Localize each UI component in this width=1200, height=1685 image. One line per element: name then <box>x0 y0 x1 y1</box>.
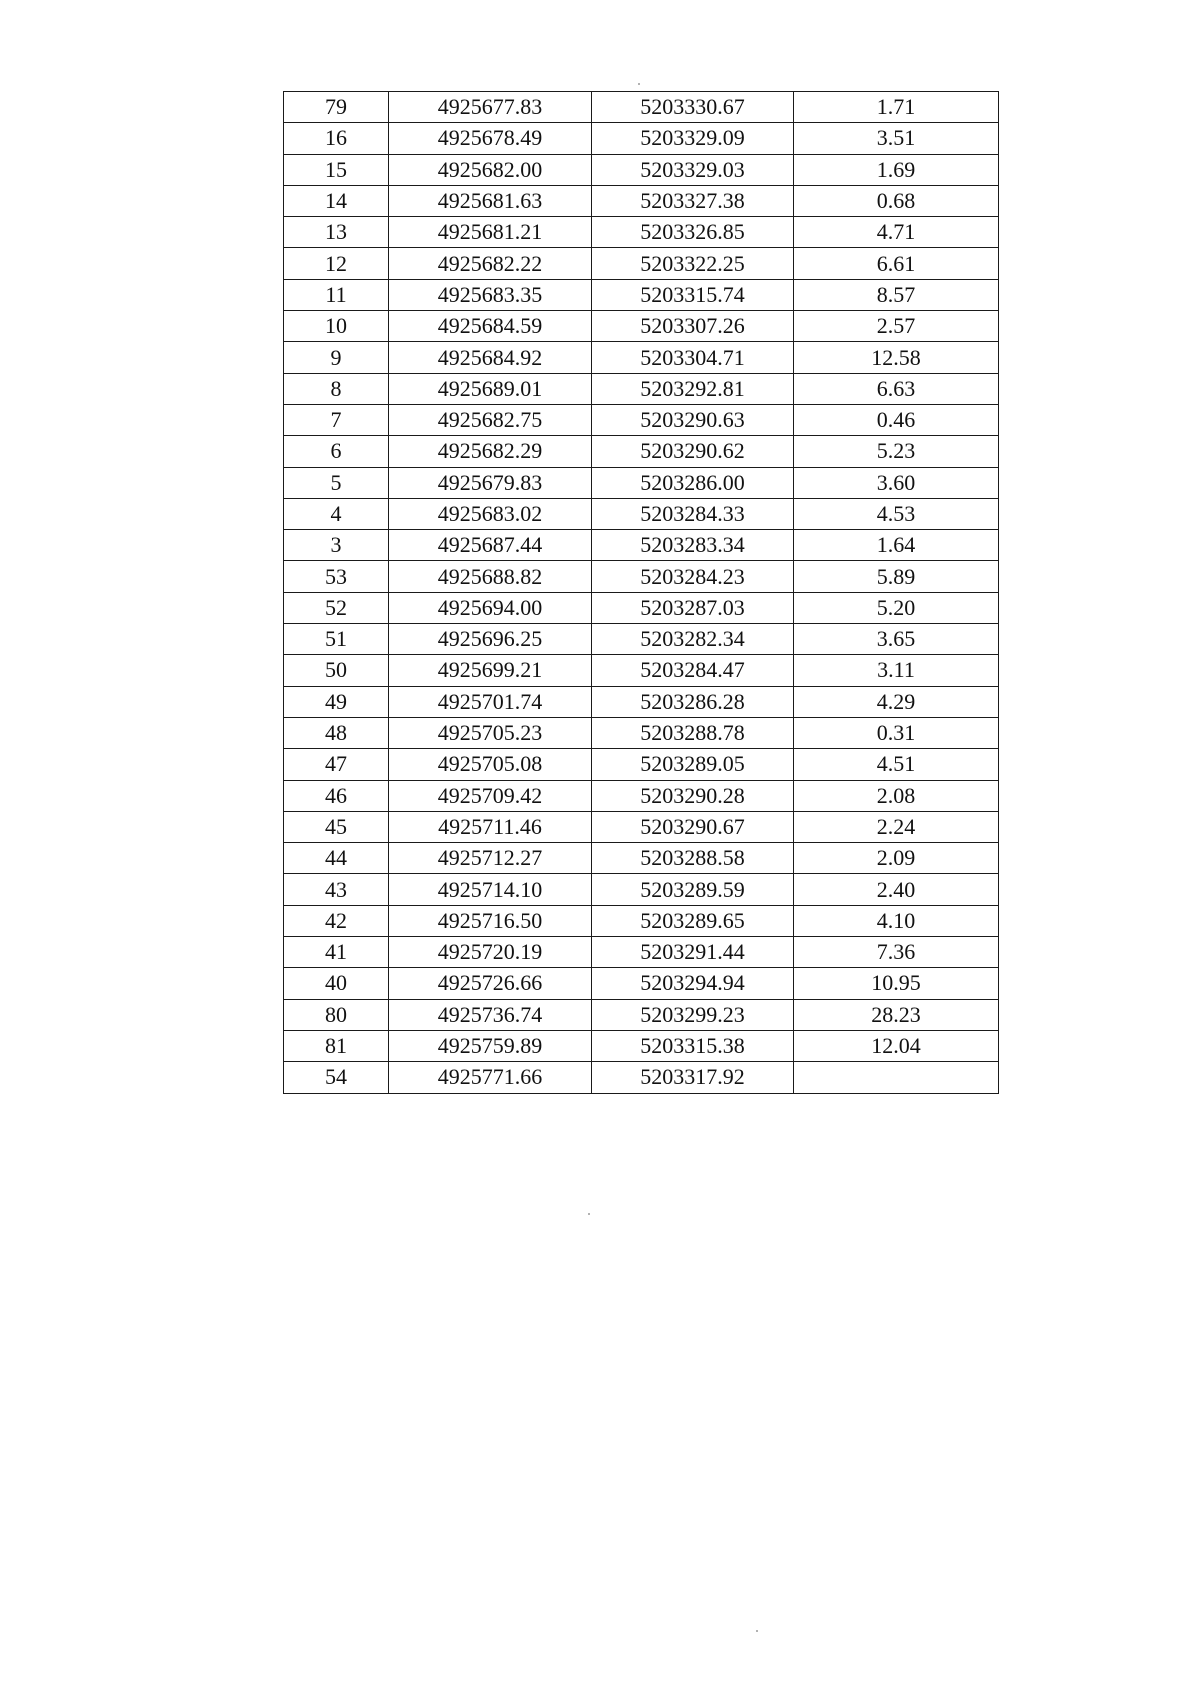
y-coordinate-cell: 5203289.05 <box>592 749 794 780</box>
point-number-cell: 40 <box>284 968 389 999</box>
distance-cell: 2.09 <box>794 843 999 874</box>
x-coordinate-cell: 4925683.35 <box>389 279 592 310</box>
x-coordinate-cell: 4925705.08 <box>389 749 592 780</box>
distance-cell <box>794 1062 999 1093</box>
table-row <box>284 811 999 842</box>
x-coordinate-cell: 4925736.74 <box>389 999 592 1030</box>
point-number-cell: 5 <box>284 467 389 498</box>
x-coordinate-cell: 4925681.21 <box>389 217 592 248</box>
point-number-cell: 46 <box>284 780 389 811</box>
point-number-cell: 50 <box>284 655 389 686</box>
table-row <box>284 154 999 185</box>
point-number-cell: 41 <box>284 937 389 968</box>
y-coordinate-cell: 5203326.85 <box>592 217 794 248</box>
y-coordinate-cell: 5203291.44 <box>592 937 794 968</box>
y-coordinate-cell: 5203288.78 <box>592 717 794 748</box>
y-coordinate-cell: 5203329.09 <box>592 123 794 154</box>
distance-cell: 4.29 <box>794 686 999 717</box>
x-coordinate-cell: 4925709.42 <box>389 780 592 811</box>
table-row <box>284 937 999 968</box>
x-coordinate-cell: 4925682.00 <box>389 154 592 185</box>
y-coordinate-cell: 5203330.67 <box>592 92 794 123</box>
distance-cell: 4.71 <box>794 217 999 248</box>
x-coordinate-cell: 4925711.46 <box>389 811 592 842</box>
distance-cell: 2.08 <box>794 780 999 811</box>
y-coordinate-cell: 5203286.28 <box>592 686 794 717</box>
table-row <box>284 92 999 123</box>
distance-cell: 0.68 <box>794 185 999 216</box>
distance-cell: 0.31 <box>794 717 999 748</box>
distance-cell: 2.40 <box>794 874 999 905</box>
distance-cell: 3.11 <box>794 655 999 686</box>
point-number-cell: 8 <box>284 373 389 404</box>
distance-cell: 5.20 <box>794 592 999 623</box>
y-coordinate-cell: 5203290.67 <box>592 811 794 842</box>
point-number-cell: 44 <box>284 843 389 874</box>
point-number-cell: 43 <box>284 874 389 905</box>
scan-speck <box>638 83 640 85</box>
point-number-cell: 51 <box>284 624 389 655</box>
y-coordinate-cell: 5203317.92 <box>592 1062 794 1093</box>
y-coordinate-cell: 5203284.33 <box>592 498 794 529</box>
x-coordinate-cell: 4925687.44 <box>389 530 592 561</box>
x-coordinate-cell: 4925705.23 <box>389 717 592 748</box>
point-number-cell: 45 <box>284 811 389 842</box>
table-row <box>284 843 999 874</box>
point-number-cell: 10 <box>284 311 389 342</box>
y-coordinate-cell: 5203284.47 <box>592 655 794 686</box>
point-number-cell: 52 <box>284 592 389 623</box>
distance-cell: 4.53 <box>794 498 999 529</box>
distance-cell: 5.23 <box>794 436 999 467</box>
x-coordinate-cell: 4925701.74 <box>389 686 592 717</box>
y-coordinate-cell: 5203304.71 <box>592 342 794 373</box>
coordinates-table <box>283 91 999 1094</box>
y-coordinate-cell: 5203283.34 <box>592 530 794 561</box>
distance-cell: 3.65 <box>794 624 999 655</box>
x-coordinate-cell: 4925679.83 <box>389 467 592 498</box>
point-number-cell: 53 <box>284 561 389 592</box>
scan-speck <box>756 1630 758 1632</box>
x-coordinate-cell: 4925699.21 <box>389 655 592 686</box>
point-number-cell: 79 <box>284 92 389 123</box>
x-coordinate-cell: 4925720.19 <box>389 937 592 968</box>
distance-cell: 1.71 <box>794 92 999 123</box>
coordinates-table-body <box>284 92 999 1094</box>
table-row <box>284 1062 999 1093</box>
distance-cell: 6.63 <box>794 373 999 404</box>
distance-cell: 7.36 <box>794 937 999 968</box>
x-coordinate-cell: 4925688.82 <box>389 561 592 592</box>
table-row <box>284 467 999 498</box>
y-coordinate-cell: 5203315.38 <box>592 1030 794 1061</box>
point-number-cell: 14 <box>284 185 389 216</box>
point-number-cell: 11 <box>284 279 389 310</box>
point-number-cell: 80 <box>284 999 389 1030</box>
table-row <box>284 530 999 561</box>
point-number-cell: 42 <box>284 905 389 936</box>
y-coordinate-cell: 5203292.81 <box>592 373 794 404</box>
x-coordinate-cell: 4925677.83 <box>389 92 592 123</box>
table-row <box>284 561 999 592</box>
table-row <box>284 717 999 748</box>
y-coordinate-cell: 5203322.25 <box>592 248 794 279</box>
x-coordinate-cell: 4925689.01 <box>389 373 592 404</box>
table-row <box>284 749 999 780</box>
table-row <box>284 311 999 342</box>
table-row <box>284 624 999 655</box>
x-coordinate-cell: 4925714.10 <box>389 874 592 905</box>
table-row <box>284 373 999 404</box>
y-coordinate-cell: 5203282.34 <box>592 624 794 655</box>
x-coordinate-cell: 4925684.59 <box>389 311 592 342</box>
table-row <box>284 185 999 216</box>
table-row <box>284 968 999 999</box>
distance-cell: 8.57 <box>794 279 999 310</box>
table-row <box>284 780 999 811</box>
x-coordinate-cell: 4925771.66 <box>389 1062 592 1093</box>
table-row <box>284 217 999 248</box>
x-coordinate-cell: 4925694.00 <box>389 592 592 623</box>
distance-cell: 5.89 <box>794 561 999 592</box>
x-coordinate-cell: 4925682.75 <box>389 404 592 435</box>
distance-cell: 2.24 <box>794 811 999 842</box>
distance-cell: 3.60 <box>794 467 999 498</box>
distance-cell: 6.61 <box>794 248 999 279</box>
table-row <box>284 592 999 623</box>
table-row <box>284 279 999 310</box>
table-row <box>284 686 999 717</box>
point-number-cell: 7 <box>284 404 389 435</box>
x-coordinate-cell: 4925696.25 <box>389 624 592 655</box>
y-coordinate-cell: 5203288.58 <box>592 843 794 874</box>
point-number-cell: 81 <box>284 1030 389 1061</box>
point-number-cell: 47 <box>284 749 389 780</box>
y-coordinate-cell: 5203286.00 <box>592 467 794 498</box>
point-number-cell: 12 <box>284 248 389 279</box>
point-number-cell: 9 <box>284 342 389 373</box>
y-coordinate-cell: 5203315.74 <box>592 279 794 310</box>
point-number-cell: 13 <box>284 217 389 248</box>
y-coordinate-cell: 5203290.28 <box>592 780 794 811</box>
y-coordinate-cell: 5203289.65 <box>592 905 794 936</box>
distance-cell: 2.57 <box>794 311 999 342</box>
table-row <box>284 874 999 905</box>
table-row <box>284 123 999 154</box>
x-coordinate-cell: 4925716.50 <box>389 905 592 936</box>
table-row <box>284 498 999 529</box>
table-row <box>284 248 999 279</box>
x-coordinate-cell: 4925682.29 <box>389 436 592 467</box>
y-coordinate-cell: 5203307.26 <box>592 311 794 342</box>
y-coordinate-cell: 5203299.23 <box>592 999 794 1030</box>
y-coordinate-cell: 5203284.23 <box>592 561 794 592</box>
table-row <box>284 404 999 435</box>
distance-cell: 1.64 <box>794 530 999 561</box>
point-number-cell: 54 <box>284 1062 389 1093</box>
scan-speck <box>588 1213 590 1215</box>
table-row <box>284 342 999 373</box>
distance-cell: 4.10 <box>794 905 999 936</box>
y-coordinate-cell: 5203290.63 <box>592 404 794 435</box>
table-row <box>284 999 999 1030</box>
table-row <box>284 1030 999 1061</box>
y-coordinate-cell: 5203290.62 <box>592 436 794 467</box>
distance-cell: 0.46 <box>794 404 999 435</box>
y-coordinate-cell: 5203289.59 <box>592 874 794 905</box>
distance-cell: 1.69 <box>794 154 999 185</box>
point-number-cell: 49 <box>284 686 389 717</box>
x-coordinate-cell: 4925726.66 <box>389 968 592 999</box>
distance-cell: 12.04 <box>794 1030 999 1061</box>
x-coordinate-cell: 4925684.92 <box>389 342 592 373</box>
point-number-cell: 48 <box>284 717 389 748</box>
point-number-cell: 4 <box>284 498 389 529</box>
x-coordinate-cell: 4925682.22 <box>389 248 592 279</box>
y-coordinate-cell: 5203329.03 <box>592 154 794 185</box>
distance-cell: 10.95 <box>794 968 999 999</box>
x-coordinate-cell: 4925681.63 <box>389 185 592 216</box>
distance-cell: 12.58 <box>794 342 999 373</box>
y-coordinate-cell: 5203294.94 <box>592 968 794 999</box>
point-number-cell: 15 <box>284 154 389 185</box>
x-coordinate-cell: 4925683.02 <box>389 498 592 529</box>
table-row <box>284 655 999 686</box>
table-row <box>284 436 999 467</box>
point-number-cell: 16 <box>284 123 389 154</box>
x-coordinate-cell: 4925712.27 <box>389 843 592 874</box>
point-number-cell: 3 <box>284 530 389 561</box>
distance-cell: 4.51 <box>794 749 999 780</box>
y-coordinate-cell: 5203287.03 <box>592 592 794 623</box>
y-coordinate-cell: 5203327.38 <box>592 185 794 216</box>
table-row <box>284 905 999 936</box>
point-number-cell: 6 <box>284 436 389 467</box>
x-coordinate-cell: 4925678.49 <box>389 123 592 154</box>
distance-cell: 3.51 <box>794 123 999 154</box>
x-coordinate-cell: 4925759.89 <box>389 1030 592 1061</box>
distance-cell: 28.23 <box>794 999 999 1030</box>
